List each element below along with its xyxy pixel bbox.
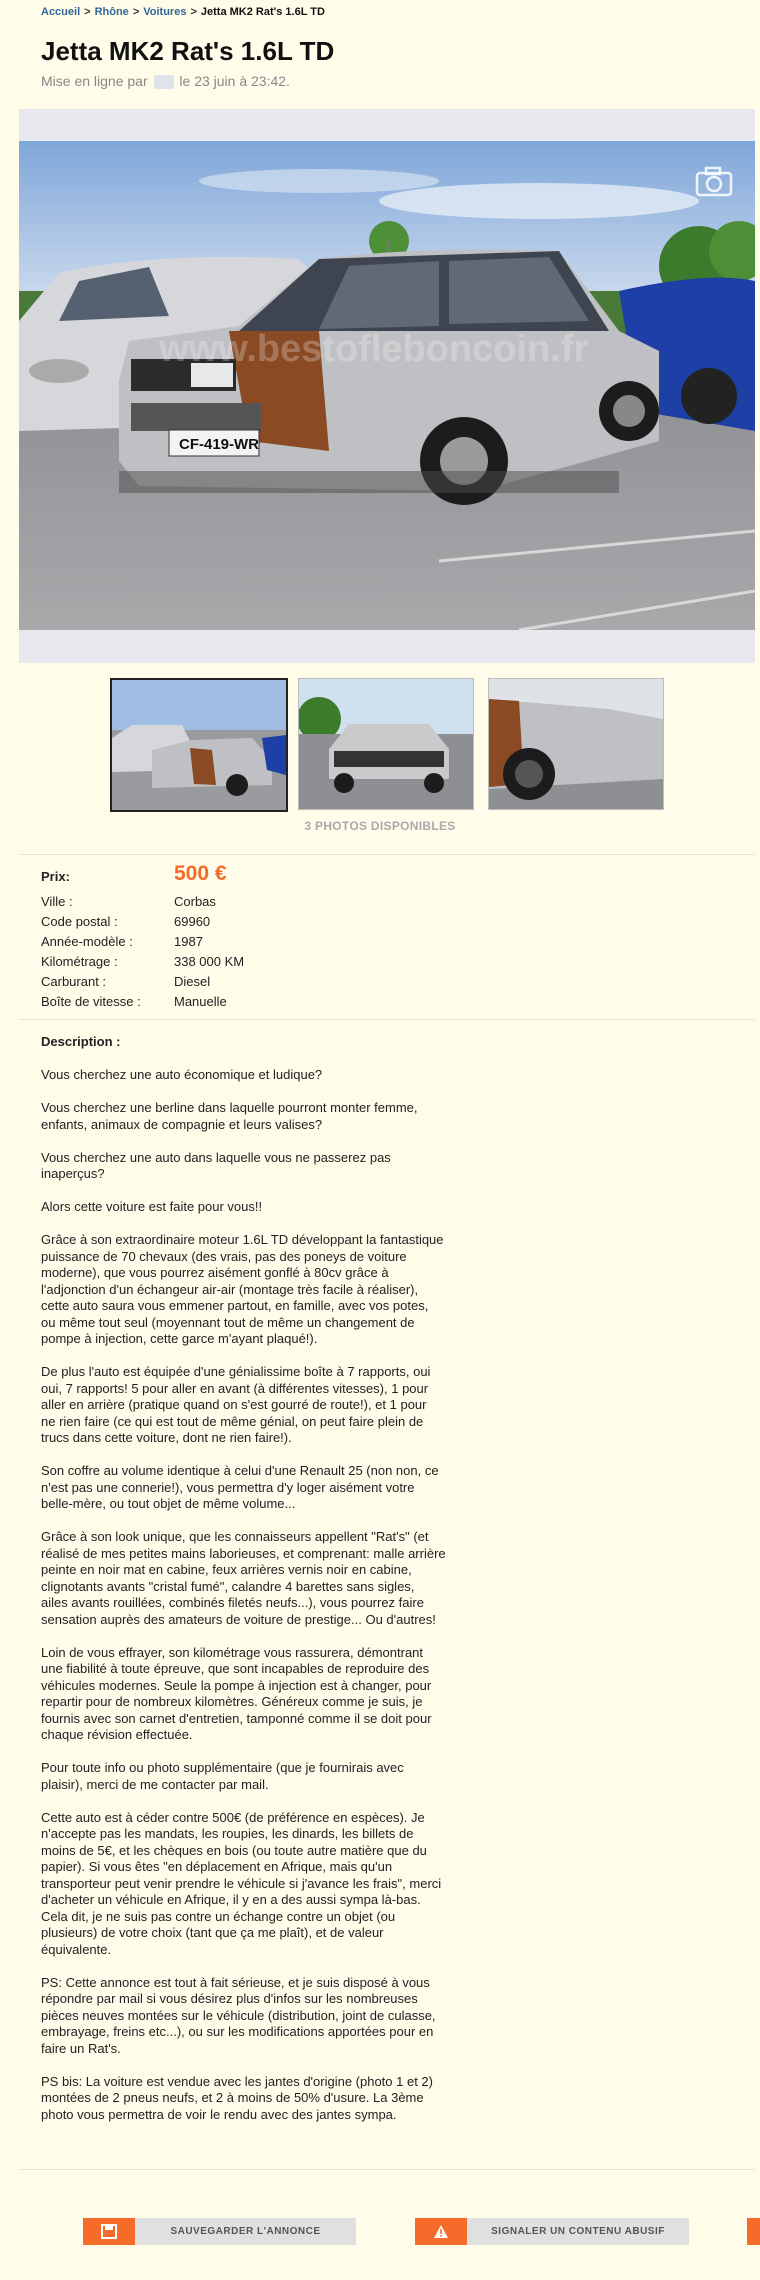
breadcrumb (41, 6, 325, 18)
report-abuse-button[interactable] (415, 2218, 689, 2245)
breadcrumb-separator: > (84, 6, 91, 18)
thumbnail-photo (299, 679, 473, 809)
price-value: 500 € (174, 862, 227, 885)
detail-value: 338 000 KM (174, 954, 245, 969)
detail-key: Année-modèle : (41, 934, 133, 949)
breadcrumb-link-rhone[interactable]: Rhône (94, 6, 129, 18)
detail-key: Boîte de vitesse : (41, 994, 141, 1009)
posted-date: le 23 juin à 23:42. (179, 73, 290, 89)
watermark-text: www.bestofleboncoin.fr (159, 328, 589, 370)
thumbnail-3[interactable] (488, 678, 664, 810)
description-paragraph: PS bis: La voiture est vendue avec les jantes d'origine (photo 1 et 2) montées de 2 pneus neufs, et 2 à moins de 50% d'usure. La 3ème photo vous permettra de voir le rendu avec des jantes sympa. (41, 2073, 433, 2122)
description-paragraph: Grâce à son look unique, que les connaisseurs appellent "Rat's" (et réalisé de mes petites mains laborieuses, et comprenant: malle arrière peinte en noir mat en cabine, feux arrières vernis noir en cabine, clignotants avants "cristal fumé", calandre 4 barettes sans sigles, ailes avants rouillées, combinés filetés neufs...), vous pourrez faire sensation auprès des amateurs de voiture de prestige... Ou d'autres! (41, 1529, 446, 1627)
detail-key: Carburant : (41, 974, 107, 989)
divider (19, 2169, 755, 2170)
thumbnail-2[interactable] (298, 678, 474, 810)
description-body (41, 1067, 511, 2140)
next-action-button-edge[interactable] (747, 2218, 760, 2245)
detail-value: 69960 (174, 914, 211, 929)
description-paragraph: Vous cherchez une berline dans laquelle pourront monter femme, enfants, animaux de compagnie et leurs valises? (41, 1100, 418, 1132)
plate-text: CF-419-WR (179, 436, 260, 453)
thumbnail-1[interactable] (110, 678, 288, 812)
breadcrumb-separator: > (132, 6, 140, 18)
description-paragraph: Alors cette voiture est faite pour vous!! (41, 1199, 263, 1214)
description-paragraph: Grâce à son extraordinaire moteur 1.6L TD développant la fantastique puissance de 70 chevaux (des vrais, pas des poneys de voiture moderne), que vous pourrez aisément gonflé à 80cv grâce à l'adjonction d'un échangeur air-air (montage très facile à réaliser), cette auto saura vous emmener partout, en famille, avec vos potes, ou même tout seul (moyennant tout de même un changement de pompe à injection, cette garce m'ayant plaqué!). (41, 1232, 444, 1346)
thumbnail-photo (489, 679, 663, 809)
description-title: Description : (41, 1034, 121, 1049)
detail-value: 1987 (174, 934, 203, 949)
detail-key: Kilométrage : (41, 954, 118, 969)
description-paragraph: PS: Cette annonce est tout à fait sérieuse, et je suis disposé à vous répondre par mail si vous désirez plus d'infos sur les nombreuses pièces neuves montées sur le véhicule (distribution, joint de culasse, embrayage, freins etc...), ou sur les modifications apportées pour en faire un Rat's. (41, 1974, 436, 2056)
breadcrumb-separator: > (190, 6, 197, 18)
description-paragraph: De plus l'auto est équipée d'une génialissime boîte à 7 rapports, oui oui, 7 rapports! 5 pour aller en avant (à différentes vitesses), 1 pour aller en arrière (pratique quand on s'est gourré de route!), et 1 pour ne rien faire (ce qui est tout de même génial, on peut faire plein de trucs dans cette voiture, dont ne rien faire!). (41, 1364, 431, 1445)
report-abuse-label: SIGNALER UN CONTENU ABUSIF (491, 2226, 665, 2237)
breadcrumb-link-voitures[interactable]: Voitures (143, 6, 187, 18)
detail-value: Corbas (174, 894, 216, 909)
save-ad-button[interactable] (83, 2218, 356, 2245)
car-photo (19, 141, 755, 630)
divider (19, 1019, 755, 1020)
save-ad-label: SAUVEGARDER L'ANNONCE (170, 2226, 321, 2237)
photo-count: 3 PHOTOS DISPONIBLES (304, 819, 456, 833)
divider (19, 854, 755, 855)
page-title: Jetta MK2 Rat's 1.6L TD (41, 36, 335, 66)
breadcrumb-current: Jetta MK2 Rat's 1.6L TD (200, 6, 325, 18)
description-paragraph: Loin de vous effrayer, son kilométrage vous rassurera, démontrant une fiabilité à toute épreuve, que sont incapables de reproduire des véhicules modernes. Seule la pompe à injection est à changer, pour repartir pour de nombreux kilomètres. Généreux comme je suis, je fournis avec son carnet d'entretien, tamponné comme il se doit pour chaque révision effectuée. (41, 1644, 432, 1742)
posted-info (41, 73, 290, 89)
detail-key: Code postal : (41, 914, 118, 929)
detail-value: Diesel (174, 974, 211, 989)
save-icon (83, 2218, 135, 2245)
breadcrumb-link-accueil[interactable]: Accueil (41, 6, 81, 18)
description-paragraph: Pour toute info ou photo supplémentaire (que je fournirais avec plaisir), merci de me contacter par mail. (41, 1760, 404, 1792)
description-paragraph: Vous cherchez une auto économique et ludique? (41, 1067, 323, 1082)
detail-value: Manuelle (174, 994, 227, 1009)
description-paragraph: Cette auto est à céder contre 500€ (de préférence en espèces). Je n'accepte pas les mandats, les roupies, les dinards, les billets de moins de 5€, et les chèques en bois (ou toute autre matière que du papier). Si vous êtes "en déplacement en Afrique, mais qu'un transporteur peut venir prendre le véhicule si j'avance les frais", merci d'acheter un véhicule en Afrique, il y en a des aussi sympa là-bas. Cela dit, je ne suis pas contre un échange contre un objet (ou plusieurs) de votre choix (tant que ça me plaît), et de valeur équivalente. (41, 1809, 442, 1957)
price-label: Prix: (41, 869, 70, 884)
thumbnail-photo (112, 680, 286, 810)
description-paragraph: Son coffre au volume identique à celui d'une Renault 25 (non non, ce n'est pas une connerie!), vous permettra d'y loger aisément votre belle-mère, ou tout objet de même volume... (41, 1463, 439, 1511)
posted-prefix: Mise en ligne par (41, 73, 148, 89)
warning-icon (415, 2218, 467, 2245)
description-paragraph: Vous cherchez une auto dans laquelle vous ne passerez pas inaperçus? (41, 1149, 391, 1181)
detail-key: Ville : (41, 894, 73, 909)
seller-name-redacted[interactable] (154, 75, 174, 89)
main-photo[interactable] (19, 141, 755, 630)
camera-icon (693, 163, 737, 199)
